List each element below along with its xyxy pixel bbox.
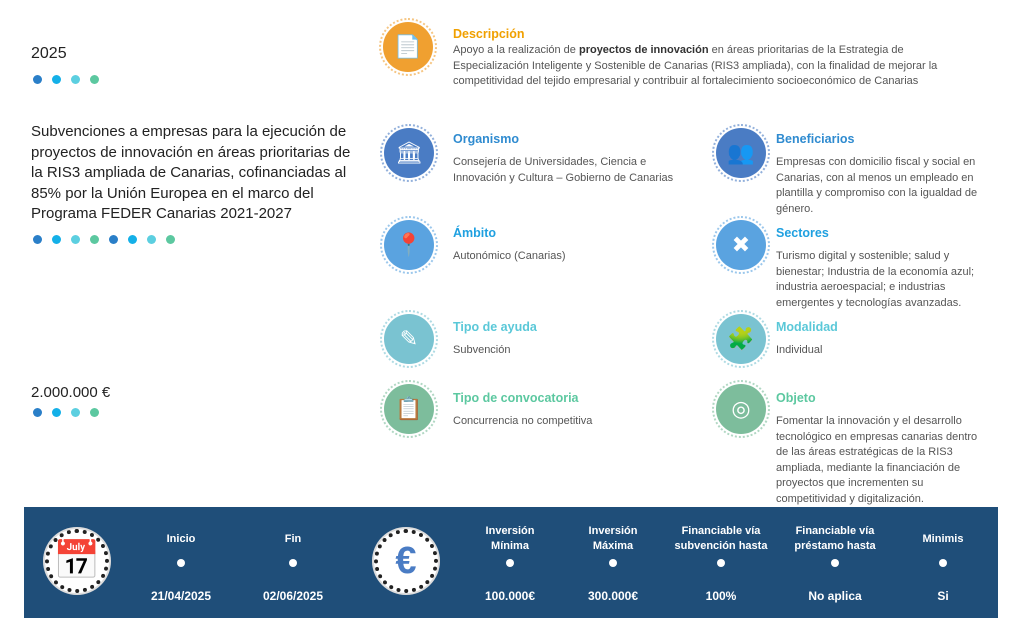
organismo-text: Consejería de Universidades, Ciencia e Innovación y Cultura – Gobierno de Canarias (453, 156, 674, 184)
col-label: Inversión Máxima (588, 525, 638, 552)
dots-decoration (33, 75, 99, 84)
sectores-text: Turismo digital y sostenible; salud y bienestar; Industria de la economía azul; industria aeroespacial; e industrias emergentes y tecnologías avanzadas. (776, 250, 975, 309)
col-inversion-minima (470, 507, 550, 618)
dots-decoration (33, 408, 99, 417)
euro-icon (374, 529, 438, 593)
sectores-title: Sectores (776, 226, 829, 240)
users-icon: 👥 (716, 128, 766, 178)
dot (71, 408, 80, 417)
modalidad-text: Individual (776, 344, 823, 356)
organismo-title: Organismo (453, 132, 519, 146)
calendar-icon: 📅 (45, 529, 109, 593)
dot (109, 235, 118, 244)
dates-amounts-band (24, 507, 998, 618)
year: 2025 (31, 45, 67, 62)
col-value: 100.000€ (484, 589, 536, 603)
bullet (939, 559, 947, 567)
descripcion-text (453, 43, 973, 90)
ambito-title: Ámbito (453, 226, 497, 240)
descripcion-title: Descripción (453, 27, 525, 41)
budget-amount: 2.000.000 € (31, 384, 111, 401)
dot (33, 235, 42, 244)
modalidad-title: Modalidad (776, 320, 838, 334)
beneficiarios-title: Beneficiarios (776, 132, 855, 146)
col-label: Inversión Mínima (485, 525, 535, 552)
col-inicio (121, 507, 241, 618)
ambito-text: Autonómico (Canarias) (453, 250, 566, 262)
dot (166, 235, 175, 244)
dot (90, 75, 99, 84)
dot (71, 75, 80, 84)
objeto-text: Fomentar la innovación y el desarrollo tecnológico en empresas canarias dentro de las áreas estratégicas de la RIS3 ampliada, mediante la financiación de proyectos que incrementen su competitividad y digitalización. (776, 415, 978, 505)
col-label: Financiable vía subvención hasta (674, 525, 768, 552)
text-bold: proyectos de innovación (578, 44, 709, 56)
tools-icon: ✖ (716, 220, 766, 270)
bullet (177, 559, 185, 567)
text: Apoyo a la realización de (453, 44, 579, 56)
dot (52, 235, 61, 244)
dot (128, 235, 137, 244)
col-inversion-maxima (573, 507, 653, 618)
col-financiable-prestamo (785, 507, 885, 618)
bullet (831, 559, 839, 567)
bullet (717, 559, 725, 567)
dot (90, 235, 99, 244)
tipo-ayuda-text: Subvención (453, 344, 511, 356)
target-icon: ◎ (716, 384, 766, 434)
col-minimis (883, 507, 1003, 618)
pencil-icon: ✎ (384, 314, 434, 364)
dot (33, 75, 42, 84)
program-title: Subvenciones a empresas para la ejecución de proyectos de innovación en áreas prioritarias de la RIS3 ampliada de Canarias, cofinanciadas al 85% por la Unión Europea en el marco del Programa FEDER Canarias 2021-2027 (31, 123, 351, 222)
col-label: Minimis (922, 532, 964, 545)
col-label: Fin (284, 532, 302, 545)
dot (147, 235, 156, 244)
bank-icon: 🏛 (384, 128, 434, 178)
text: en áreas prioritarias de la Estrategia de Especialización Inteligente y Sostenible de Canarias (RIS3 ampliada), con la finalidad de mejorar la competitividad del tejido empresarial y contribuir al fortalecimiento socioeconómico de Canarias (453, 44, 938, 87)
dot (90, 408, 99, 417)
dots-decoration (33, 235, 175, 244)
tipo-convocatoria-title: Tipo de convocatoria (453, 391, 579, 405)
dot (52, 75, 61, 84)
col-value: No aplica (808, 589, 862, 603)
tipo-ayuda-title: Tipo de ayuda (453, 320, 537, 334)
map-pin-icon: 📍 (384, 220, 434, 270)
beneficiarios-text: Empresas con domicilio fiscal y social en Canarias, con al menos un empleado en plantilla y compromiso con la igualdad de género. (776, 156, 978, 215)
bullet (289, 559, 297, 567)
euro-symbol: € (395, 539, 417, 582)
dot (33, 408, 42, 417)
clipboard-icon: 📋 (384, 384, 434, 434)
bullet (506, 559, 514, 567)
col-value: 100% (705, 589, 737, 603)
objeto-title: Objeto (776, 391, 816, 405)
col-value: 300.000€ (587, 589, 639, 603)
document-icon: 📄 (383, 22, 433, 72)
col-financiable-subvencion (671, 507, 771, 618)
bullet (609, 559, 617, 567)
col-label: Financiable vía préstamo hasta (794, 525, 876, 552)
col-fin (233, 507, 353, 618)
dot (52, 408, 61, 417)
col-value: 21/04/2025 (150, 589, 212, 603)
puzzle-icon: 🧩 (716, 314, 766, 364)
col-value: Si (937, 589, 949, 603)
dot (71, 235, 80, 244)
col-label: Inicio (166, 532, 196, 545)
tipo-convocatoria-text: Concurrencia no competitiva (453, 415, 593, 427)
col-value: 02/06/2025 (262, 589, 324, 603)
